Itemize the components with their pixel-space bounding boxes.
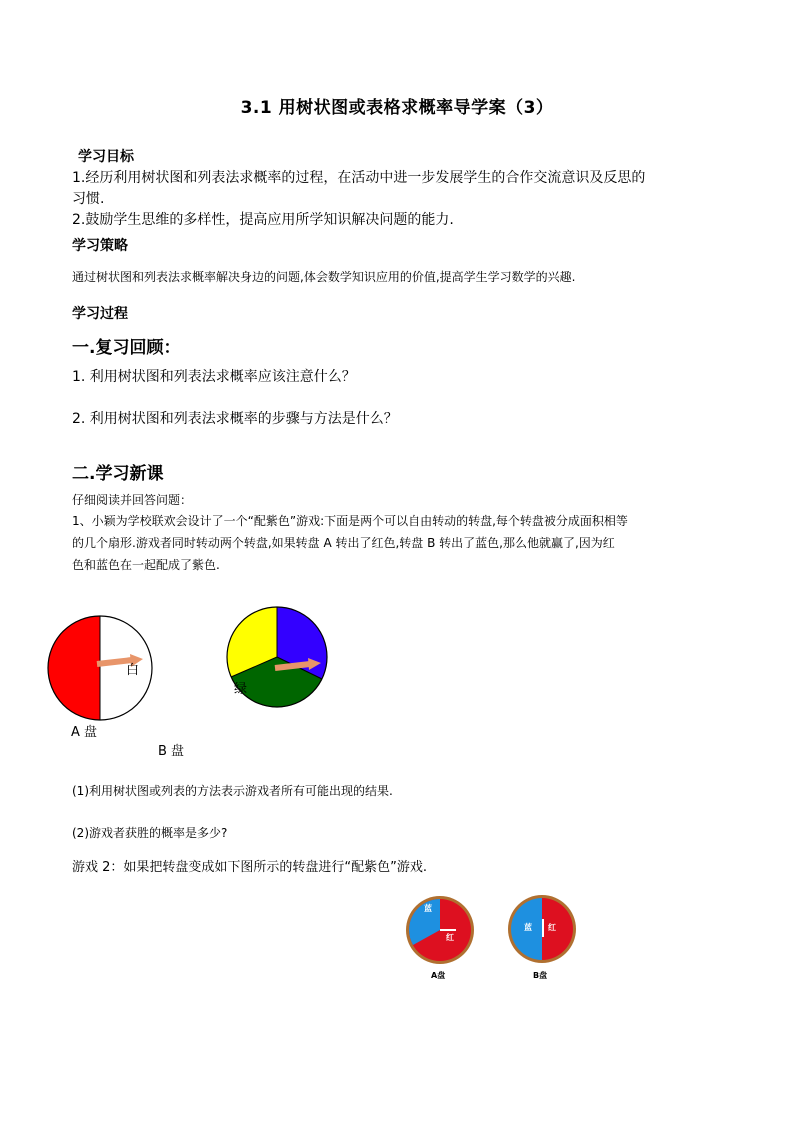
review-question-2: 2. 利用树状图和列表法求概率的步骤与方法是什么？ [72,411,398,427]
goals-item1-line1: 1.经历利用树状图和列表法求概率的过程，在活动中进一步发展学生的合作交流意识及反思的 [72,170,646,186]
spinner-a-white-label: 白 [126,663,140,678]
strategy-heading: 学习策略 [72,238,128,254]
strategy-text: 通过树状图和列表法求概率解决身边的问题,体会数学知识应用的价值,提高学生学习数学的兴趣. [72,270,576,284]
small-spinner-b [506,893,578,965]
goals-heading: 学习目标 [78,149,134,165]
small-spinner-b-blue-label: 蓝 [524,923,532,932]
spinner-b-arrow-icon [275,664,310,668]
spinner-a-caption: A 盘 [71,725,98,740]
small-spinner-b-red-half [542,898,573,960]
small-spinner-a [404,894,476,966]
goals-item2: 2.鼓励学生思维的多样性，提高应用所学知识解决问题的能力. [72,212,454,228]
goals-item1-line2: 习惯. [72,191,105,207]
newlesson-intro: 仔细阅读并回答问题： [72,493,193,507]
small-spinner-b-red-label: 红 [548,923,556,932]
small-spinner-a-red-label: 红 [446,933,454,942]
question-2: (2)游戏者获胜的概率是多少? [72,826,228,840]
spinner-b-caption: B 盘 [158,744,185,759]
problem-line-3: 色和蓝色在一起配成了紫色. [72,558,220,572]
problem-line-2: 的几个扇形.游戏者同时转动两个转盘,如果转盘 A 转出了红色,转盘 B 转出了蓝色,那么他就赢了,因为红 [72,536,615,550]
review-question-1: 1. 利用树状图和列表法求概率应该注意什么？ [72,369,356,385]
spinner-b-green-label: 绿 [234,682,248,697]
small-spinner-a-blue-label: 蓝 [424,904,432,913]
process-heading: 学习过程 [72,306,128,322]
newlesson-heading: 二.学习新课 [72,464,164,484]
spinner-a-red-half [48,616,100,720]
small-spinner-b-caption: B盘 [533,971,548,980]
question-1: (1)利用树状图或列表的方法表示游戏者所有可能出现的结果. [72,784,393,798]
page-title: 3.1 用树状图或表格求概率导学案（3） [240,98,554,118]
review-heading: 一.复习回顾： [72,338,181,358]
game2-text: 游戏 2：如果把转盘变成如下图所示的转盘进行“配紫色”游戏. [72,860,428,875]
small-spinner-a-caption: A盘 [431,971,446,980]
problem-line-1: 1、小颖为学校联欢会设计了一个“配紫色”游戏:下面是两个可以自由转动的转盘,每个转盘被分成面积相等 [72,514,628,528]
